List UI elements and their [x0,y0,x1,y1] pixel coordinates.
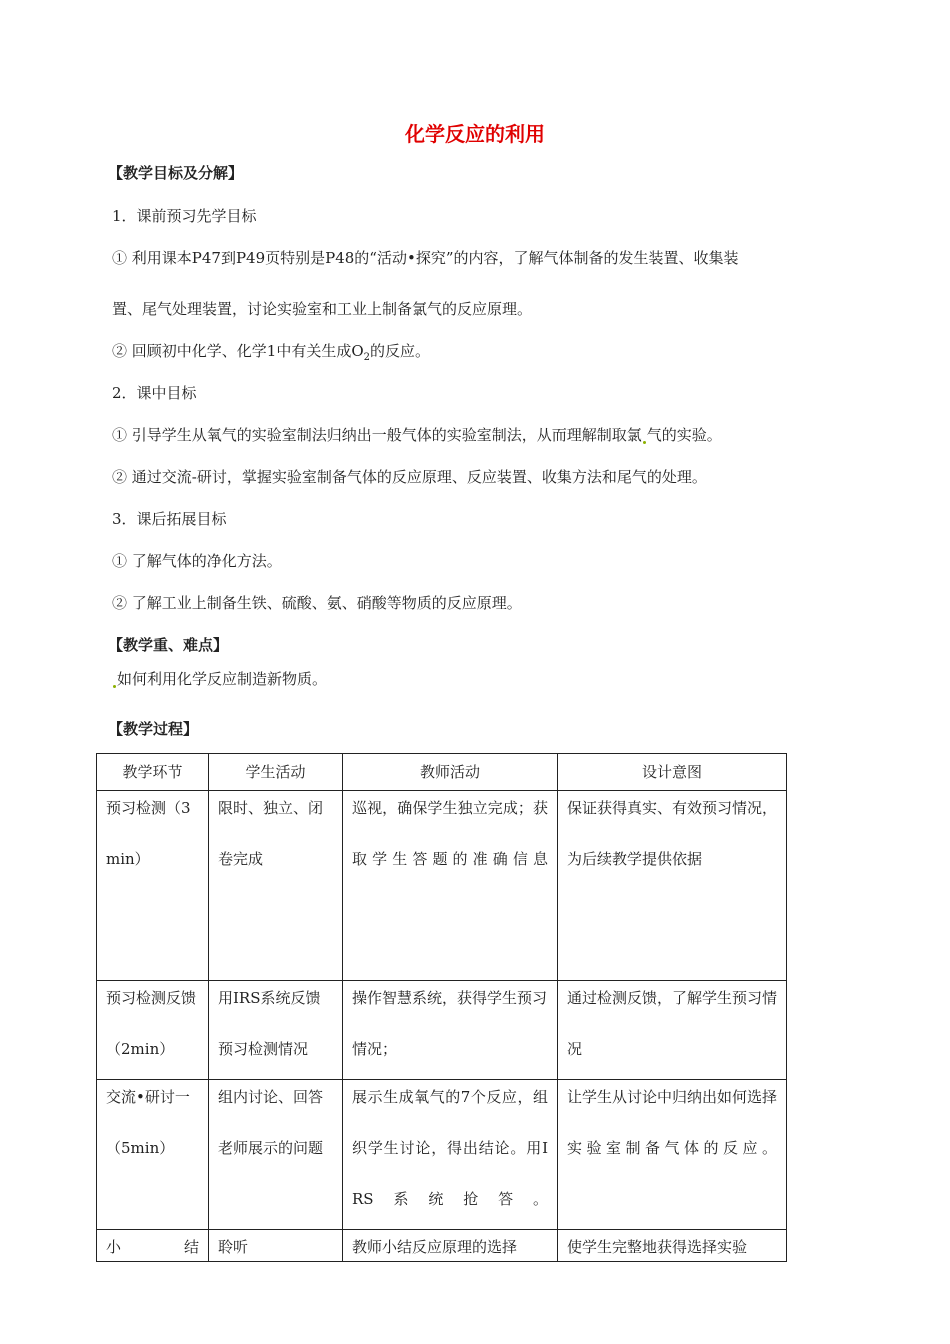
header-stage: 教学环节 [97,754,209,791]
oxygen-subscript: 2 [363,352,370,363]
cell-stage [97,1230,209,1262]
goal1-item2-after: 的反应。 [370,342,431,360]
decorative-dot [643,441,646,444]
cell-teacher: 展示生成氧气的7个反应，组织学生讨论，得出结论。用IRS系统抢答。 [343,1080,558,1230]
goal1-item2 [112,341,430,368]
goal1-heading: 1．课前预习先学目标 [112,207,257,225]
goal3-heading: 3．课后拓展目标 [112,510,227,528]
page-title: 化学反应的利用 [405,122,545,146]
goal1-item1-line1: ① 利用课本P47到P49页特别是P48的“活动•探究”的内容，了解气体制备的发生装置、收集装 [112,249,739,267]
process-heading: 【教学过程】 [108,720,199,738]
cell-student: 组内讨论、回答老师展示的问题 [209,1080,343,1230]
goal3-item1: ① 了解气体的净化方法。 [112,552,282,570]
key-text: 如何利用化学反应制造新物质。 [117,670,328,688]
goal2-item1-after: 气的实验。 [646,426,722,444]
header-intent: 设计意图 [558,754,787,791]
cell-intent: 使学生完整地获得选择实验 [558,1230,787,1262]
cell-teacher: 教师小结反应原理的选择 [343,1230,558,1262]
goal2-item2: ② 通过交流-研讨，掌握实验室制备气体的反应原理、反应装置、收集方法和尾气的处理。 [112,468,707,486]
cell-intent: 保证获得真实、有效预习情况，为后续教学提供依据 [558,791,787,981]
goal2-heading: 2．课中目标 [112,384,197,402]
cell-stage: 交流•研讨一（5min） [97,1080,209,1230]
goal1-item2-before: ② 回顾初中化学、化学1中有关生成O [112,342,364,360]
stage-part-a: 小 [106,1238,122,1256]
goal2-item1-before: ① 引导学生从氧气的实验室制法归纳出一般气体的实验室制法，从而理解制取氯 [112,426,642,444]
cell-teacher: 操作智慧系统，获得学生预习情况； [343,981,558,1080]
goal2-item1 [112,425,722,445]
key-heading: 【教学重、难点】 [108,636,229,654]
cell-stage: 预习检测（3min） [97,791,209,981]
decorative-dot [113,685,116,688]
teaching-process-table [96,753,787,1262]
cell-teacher: 巡视，确保学生独立完成；获取学生答题的准确信息 [343,791,558,981]
cell-intent: 通过检测反馈，了解学生预习情况 [558,981,787,1080]
cell-intent: 让学生从讨论中归纳出如何选择实验室制备气体的反应。 [558,1080,787,1230]
goal3-item2: ② 了解工业上制备生铁、硫酸、氨、硝酸等物质的反应原理。 [112,594,522,612]
key-text-line [112,669,327,689]
header-teacher: 教师活动 [343,754,558,791]
header-student: 学生活动 [209,754,343,791]
cell-student: 用IRS系统反馈预习检测情况 [209,981,343,1080]
cell-student: 限时、独立、闭卷完成 [209,791,343,981]
goals-heading: 【教学目标及分解】 [108,164,244,182]
table-row [97,981,787,1080]
table-row [97,1080,787,1230]
table-row [97,791,787,981]
goal1-item1-line2: 置、尾气处理装置，讨论实验室和工业上制备氯气的反应原理。 [112,300,533,318]
cell-student: 聆听 [209,1230,343,1262]
stage-part-b: 结 [183,1238,199,1256]
table-row [97,1230,787,1262]
cell-stage: 预习检测反馈（2min） [97,981,209,1080]
